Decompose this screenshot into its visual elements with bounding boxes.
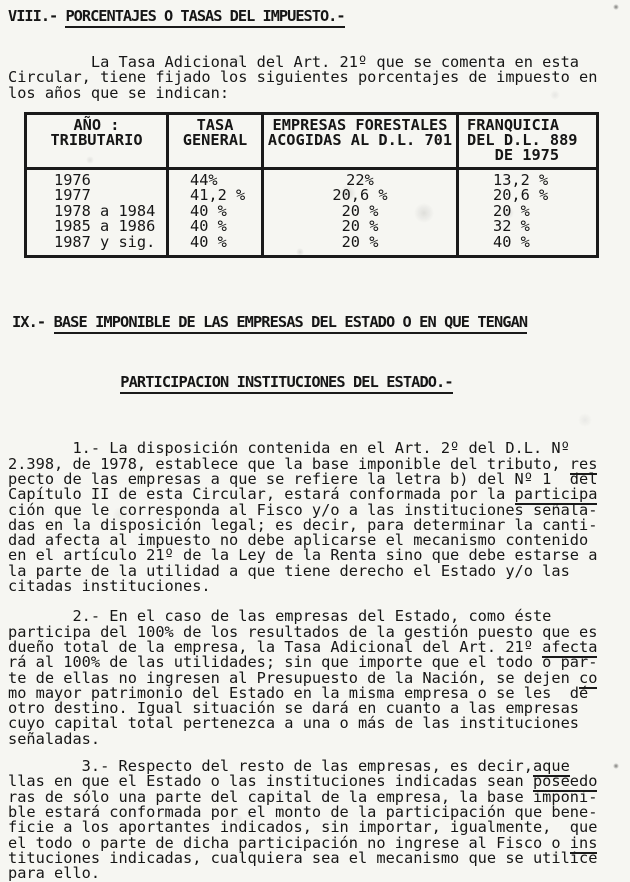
- cell-forestales: 20 %: [263, 219, 458, 235]
- tax-table-body: [26, 168, 598, 257]
- text-segment: ble estará conformada por el monto de la participación que bene-: [8, 802, 598, 821]
- section-ix-title-line2: PARTICIPACION INSTITUCIONES DEL ESTADO.-: [120, 373, 452, 394]
- section-ix-title-line1: BASE IMPONIBLE DE LAS EMPRESAS DEL ESTADO O EN QUE TENGAN: [54, 313, 528, 334]
- text-line: DEL D.L. 889: [467, 130, 578, 149]
- text-segment: dueño total de la empresa, la Tasa Adicional del Art. 21º: [8, 637, 543, 656]
- text-segment: el todo o parte de dicha participación no ingrese al Fisco o: [8, 833, 570, 852]
- text-segment: das en la disposición legal; es decir, para determinar la canti-: [8, 515, 598, 534]
- text-segment: pecto de las empresas a que se refiere la letra b) del Nº 1 del: [8, 469, 598, 488]
- cell-general: 40 %: [168, 219, 263, 235]
- cell-year: 1987 y sig.: [26, 235, 168, 257]
- text-line: [8, 729, 620, 748]
- text-segment: participa del 100% de los resultados de la gestión puesto que es: [8, 622, 598, 641]
- section-ix-heading: [8, 278, 620, 426]
- header-franquicia: [458, 113, 598, 168]
- text-segment: ficie a los aportantes indicados, sin importar, igualmente, que: [8, 818, 598, 837]
- text-line: FRANQUICIA: [467, 115, 560, 134]
- paragraph-2: [8, 609, 620, 747]
- text-segment: señaladas.: [8, 729, 101, 748]
- tax-rates-table: [24, 112, 599, 259]
- text-segment: Capítulo II de esta Circular, estará conformada por la: [8, 485, 515, 504]
- cell-year: 1978 a 1984: [26, 204, 168, 220]
- cell-franquicia: 20,6 %: [493, 186, 549, 205]
- text-segment: cuyo capital total pertenezca a una o más de las instituciones: [8, 714, 579, 733]
- text-line: AÑO :: [73, 115, 120, 134]
- text-segment: ción que le corresponda al Fisco y/o a las instituciones señala-: [8, 500, 598, 519]
- text-line: TRIBUTARIO: [50, 130, 143, 149]
- paragraph-1: [8, 441, 620, 594]
- text-line: EMPRESAS FORESTALES: [272, 115, 448, 134]
- hyphenation-underline: poseedo: [532, 772, 598, 791]
- text-segment: la parte de la utilidad a que tiene derecho el Estado y/o las: [8, 561, 570, 580]
- section-ix-heading-line2: [8, 374, 620, 390]
- text-segment: ras de sólo una parte del capital de la empresa, la base imponi-: [8, 787, 598, 806]
- cell-franquicia: 13,2 %: [493, 170, 549, 189]
- cell-general: 40 %: [168, 235, 263, 257]
- hyphenation-underline: afecta: [542, 637, 598, 656]
- hyphenation-underline: ins: [569, 833, 598, 852]
- tax-table-header: [26, 113, 598, 168]
- section-viii-title: PORCENTAJES O TASAS DEL IMPUESTO.-: [65, 7, 344, 28]
- text-line: [8, 866, 620, 881]
- tax-table-header-row: [26, 113, 598, 168]
- header-empresas-forestales: [263, 113, 458, 168]
- cell-general: 44%: [168, 168, 263, 188]
- text-segment: tituciones indicadas, cualquiera sea el mecanismo que se utilice: [8, 848, 598, 867]
- section-viii-heading: [8, 7, 620, 25]
- text-line: los años que se indican:: [8, 83, 230, 102]
- paragraph-3: [8, 759, 620, 881]
- section-viii-number: VIII.-: [8, 7, 66, 25]
- text-line: DE 1975: [467, 145, 560, 164]
- cell-forestales: 20,6 %: [263, 188, 458, 204]
- text-segment: en el artículo 21º de la Ley de la Renta sino que debe estarse a: [8, 546, 598, 565]
- hyphenation-underline: res: [569, 454, 598, 473]
- text-segment: para ello.: [8, 864, 101, 882]
- section-ix-heading-line1: [8, 314, 620, 330]
- hyphenation-underline: co: [579, 668, 598, 687]
- text-segment: dad afecta al impuesto no debe aplicarse el mecanismo contenido: [8, 531, 589, 550]
- cell-forestales: 20 %: [263, 235, 458, 257]
- cell-year: 1985 a 1986: [26, 219, 168, 235]
- cell-general: 41,2 %: [168, 188, 263, 204]
- tax-table-row: [26, 235, 598, 257]
- cell-franquicia: 20 %: [493, 201, 530, 220]
- cell-year: 1976: [26, 168, 168, 188]
- section-ix-number: IX.-: [12, 313, 54, 332]
- header-ano-tributario: [26, 113, 168, 168]
- text-line: TASA: [196, 115, 234, 134]
- text-segment: 1.- La disposición contenida en el Art. 2º del D.L. Nº: [8, 439, 570, 458]
- text-segment: citadas instituciones.: [8, 577, 211, 596]
- cell-forestales: 22%: [263, 168, 458, 188]
- text-segment: llas en que el Estado o las instituciones indicadas sean: [8, 772, 533, 791]
- cell-year: 1977: [26, 188, 168, 204]
- cell-franquicia: 40 %: [493, 232, 530, 251]
- text-segment: rá al 100% de las utilidades; sin que importe que el todo o par-: [8, 653, 598, 672]
- hyphenation-underline: aque: [532, 757, 570, 776]
- hyphenation-underline: participa: [514, 485, 598, 504]
- text-segment: 2.398, de 1978, establece que la base imponible del tributo,: [8, 454, 570, 473]
- intro-paragraph: [8, 55, 620, 101]
- text-segment: otro destino. Igual situación se dará en cuanto a las empresas: [8, 699, 579, 718]
- cell-general: 40 %: [168, 204, 263, 220]
- text-line: La Tasa Adicional del Art. 21º que se comenta en esta: [8, 53, 579, 71]
- cell-franquicia: 32 %: [493, 217, 530, 236]
- text-segment: 2.- En el caso de las empresas del Estado, como éste: [8, 607, 552, 626]
- cell-forestales: 20 %: [263, 204, 458, 220]
- text-segment: 3.- Respecto del resto de las empresas, es decir,: [8, 757, 533, 776]
- text-segment: te de ellas no ingresen al Presupuesto de la Nación, se dejen: [8, 668, 579, 687]
- text-line: ACOGIDAS AL D.L. 701: [267, 130, 453, 149]
- header-tasa-general: [168, 113, 263, 168]
- text-segment: mo mayor patrimonio del Estado en la misma empresa o se les dé: [8, 683, 589, 702]
- text-line: [8, 579, 620, 594]
- text-line: GENERAL: [182, 130, 248, 149]
- text-line: Circular, tiene fijado los siguientes porcentajes de impuesto en: [8, 68, 598, 87]
- tax-table-row: [26, 168, 598, 188]
